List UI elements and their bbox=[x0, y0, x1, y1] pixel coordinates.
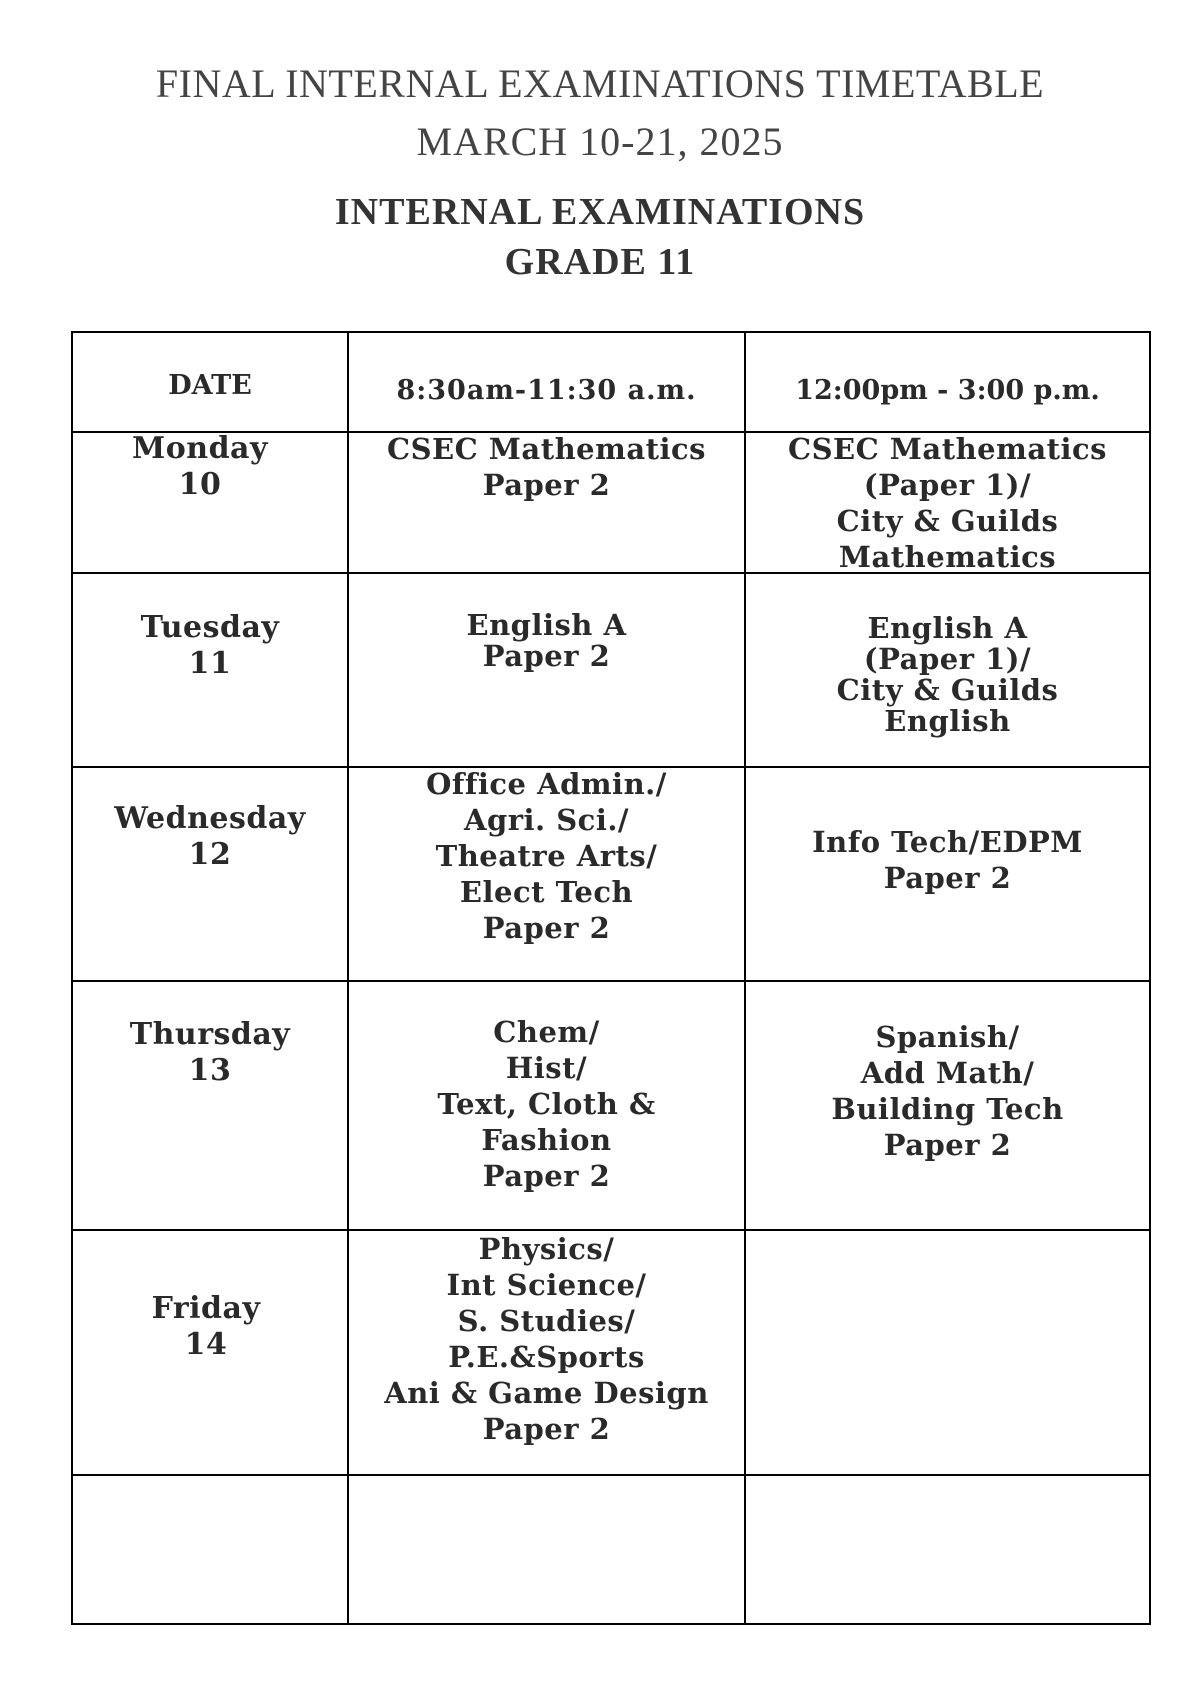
row-monday-afternoon-exam: CSEC Mathematics (Paper 1)/ City & Guilds Mathematics bbox=[788, 432, 1107, 574]
row-tuesday-morning-exam: English A Paper 2 bbox=[466, 608, 627, 673]
document-grade: GRADE 11 bbox=[504, 241, 696, 283]
row-friday-day: Friday 14 bbox=[151, 1291, 261, 1362]
table-border-bottom bbox=[71, 1623, 1151, 1625]
empty-row-morning bbox=[349, 1476, 744, 1623]
row-friday-afternoon-exam bbox=[746, 1231, 1149, 1474]
document-title: FINAL INTERNAL EXAMINATIONS TIMETABLE bbox=[155, 61, 1045, 106]
row-friday-morning-exam: Physics/ Int Science/ S. Studies/ P.E.&Sports Ani & Game Design Paper 2 bbox=[384, 1232, 709, 1446]
table-border-left bbox=[71, 331, 73, 1625]
header-morning-slot: 8:30am-11:30 a.m. bbox=[396, 375, 697, 406]
empty-row-afternoon bbox=[746, 1476, 1149, 1623]
document-subtitle: INTERNAL EXAMINATIONS bbox=[334, 191, 866, 233]
table-rule-wednesday bbox=[71, 980, 1151, 982]
row-thursday-day: Thursday 13 bbox=[129, 1017, 291, 1088]
row-tuesday-afternoon-exam: English A (Paper 1)/ City & Guilds English bbox=[836, 611, 1059, 738]
empty-row-date bbox=[73, 1476, 347, 1623]
row-thursday-morning-exam: Chem/ Hist/ Text, Cloth & Fashion Paper 2 bbox=[437, 1015, 656, 1193]
row-wednesday-afternoon-exam: Info Tech/EDPM Paper 2 bbox=[812, 825, 1083, 895]
table-border-right bbox=[1149, 331, 1151, 1625]
row-wednesday-day: Wednesday 12 bbox=[114, 801, 306, 872]
header-date: DATE bbox=[168, 370, 252, 401]
row-tuesday-day: Tuesday 11 bbox=[140, 610, 280, 681]
table-border-top bbox=[71, 331, 1151, 333]
header-afternoon-slot: 12:00pm - 3:00 p.m. bbox=[795, 375, 1100, 406]
row-thursday-afternoon-exam: Spanish/ Add Math/ Building Tech Paper 2 bbox=[831, 1020, 1064, 1162]
row-wednesday-morning-exam: Office Admin./ Agri. Sci./ Theatre Arts/ Elect Tech Paper 2 bbox=[426, 767, 667, 945]
row-monday-day: Monday 10 bbox=[132, 431, 268, 502]
document-date-range: MARCH 10-21, 2025 bbox=[416, 119, 784, 164]
row-monday-morning-exam: CSEC Mathematics Paper 2 bbox=[387, 432, 706, 502]
